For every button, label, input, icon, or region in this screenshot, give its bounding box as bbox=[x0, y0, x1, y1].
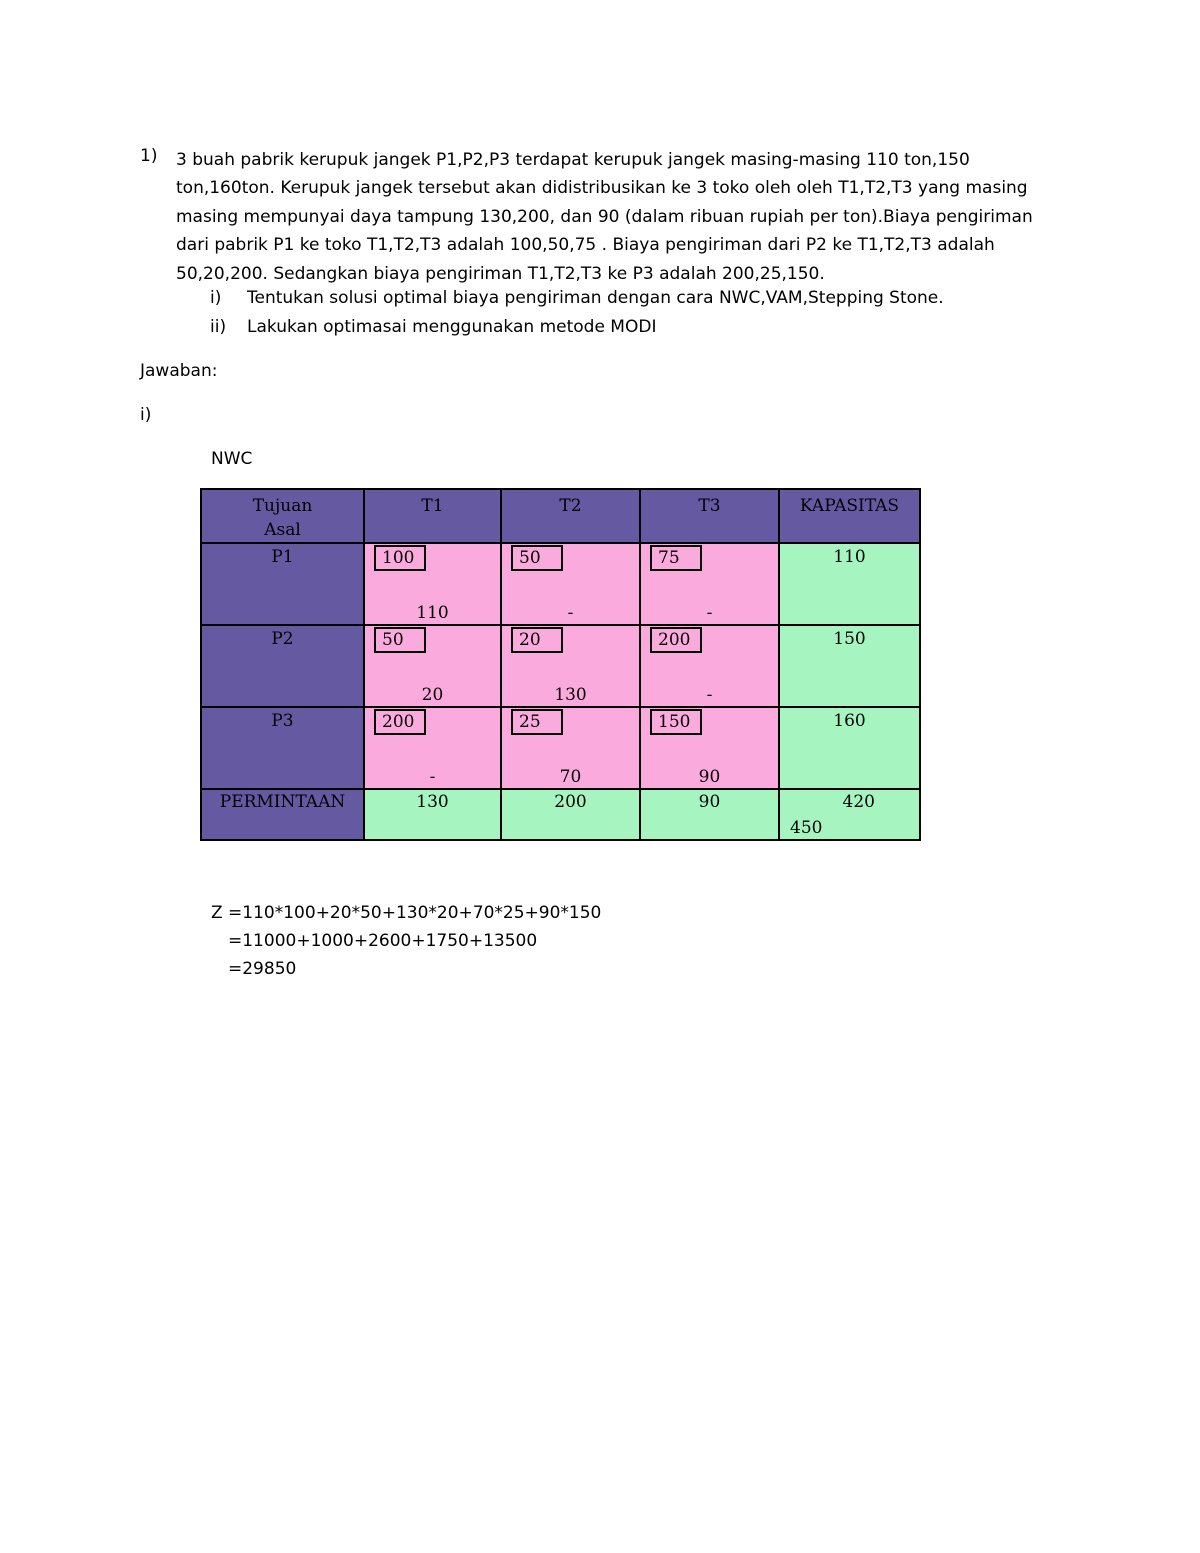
allocation-value: 110 bbox=[416, 603, 449, 623]
question-text bbox=[176, 146, 1056, 288]
answer-label: Jawaban: bbox=[140, 361, 218, 381]
demand-value: 90 bbox=[640, 789, 779, 840]
row-label: P2 bbox=[201, 625, 364, 707]
calc-line: Z =110*100+20*50+130*20+70*25+90*150 bbox=[211, 903, 602, 923]
cost-box: 25 bbox=[511, 709, 563, 735]
cost-box: 50 bbox=[374, 627, 426, 653]
table-cell bbox=[501, 625, 640, 707]
capacity-value: 150 bbox=[779, 625, 920, 707]
table-cell bbox=[364, 543, 501, 625]
transport-table bbox=[200, 488, 921, 841]
capacity-value: 110 bbox=[779, 543, 920, 625]
cost-box: 200 bbox=[374, 709, 426, 735]
column-header: T1 bbox=[364, 489, 501, 543]
question-line: masing mempunyai daya tampung 130,200, dan 90 (dalam ribuan rupiah per ton).Biaya pengiriman bbox=[176, 206, 1033, 227]
table-row bbox=[201, 543, 920, 625]
question-line: dari pabrik P1 ke toko T1,T2,T3 adalah 100,50,75 . Biaya pengiriman dari P2 ke T1,T2,T3 adalah bbox=[176, 235, 995, 256]
table-cell bbox=[364, 707, 501, 789]
sub-item-number: i) bbox=[210, 288, 222, 308]
allocation-value: - bbox=[706, 603, 713, 623]
demand-row bbox=[201, 789, 920, 840]
method-label: NWC bbox=[211, 449, 253, 469]
sub-item-text: Lakukan optimasai menggunakan metode MODI bbox=[247, 317, 657, 337]
question-line: 50,20,200. Sedangkan biaya pengiriman T1,T2,T3 ke P3 adalah 200,25,150. bbox=[176, 263, 825, 284]
capacity-header: KAPASITAS bbox=[779, 489, 920, 543]
cost-box: 50 bbox=[511, 545, 563, 571]
cost-box: 75 bbox=[650, 545, 702, 571]
calc-line: =11000+1000+2600+1750+13500 bbox=[228, 931, 538, 951]
total-capacity: 450 bbox=[790, 818, 823, 838]
table-cell bbox=[364, 625, 501, 707]
table-row bbox=[201, 707, 920, 789]
table-cell bbox=[640, 625, 779, 707]
allocation-value: 70 bbox=[559, 767, 582, 787]
table-cell bbox=[640, 707, 779, 789]
table-header-row bbox=[201, 489, 920, 543]
cost-box: 150 bbox=[650, 709, 702, 735]
corner-top-label: Tujuan bbox=[252, 496, 313, 516]
allocation-value: - bbox=[429, 767, 436, 787]
column-header: T3 bbox=[640, 489, 779, 543]
allocation-value: 90 bbox=[698, 767, 721, 787]
totals-cell bbox=[779, 789, 920, 840]
row-label: P1 bbox=[201, 543, 364, 625]
question-line: ton,160ton. Kerupuk jangek tersebut akan didistribusikan ke 3 toko oleh oleh T1,T2,T3 yang masing bbox=[176, 178, 1028, 199]
table-cell bbox=[501, 543, 640, 625]
allocation-value: - bbox=[706, 685, 713, 705]
total-demand: 420 bbox=[842, 792, 875, 812]
demand-value: 130 bbox=[364, 789, 501, 840]
column-header: T2 bbox=[501, 489, 640, 543]
part-label: i) bbox=[140, 405, 152, 425]
cost-box: 20 bbox=[511, 627, 563, 653]
table-cell bbox=[501, 707, 640, 789]
sub-item-text: Tentukan solusi optimal biaya pengiriman dengan cara NWC,VAM,Stepping Stone. bbox=[247, 288, 944, 308]
row-label: P3 bbox=[201, 707, 364, 789]
corner-header bbox=[201, 489, 364, 543]
demand-label: PERMINTAAN bbox=[201, 789, 364, 840]
cost-box: 200 bbox=[650, 627, 702, 653]
corner-bottom-label: Asal bbox=[264, 520, 301, 540]
allocation-value: 130 bbox=[554, 685, 587, 705]
question-number: 1) bbox=[140, 146, 158, 166]
question-line: 3 buah pabrik kerupuk jangek P1,P2,P3 terdapat kerupuk jangek masing-masing 110 ton,150 bbox=[176, 150, 970, 170]
table-cell bbox=[640, 543, 779, 625]
calc-result: =29850 bbox=[228, 959, 297, 979]
table-row bbox=[201, 625, 920, 707]
sub-item-number: ii) bbox=[210, 317, 227, 337]
allocation-value: - bbox=[567, 603, 574, 623]
allocation-value: 20 bbox=[421, 685, 444, 705]
capacity-value: 160 bbox=[779, 707, 920, 789]
cost-box: 100 bbox=[374, 545, 426, 571]
demand-value: 200 bbox=[501, 789, 640, 840]
